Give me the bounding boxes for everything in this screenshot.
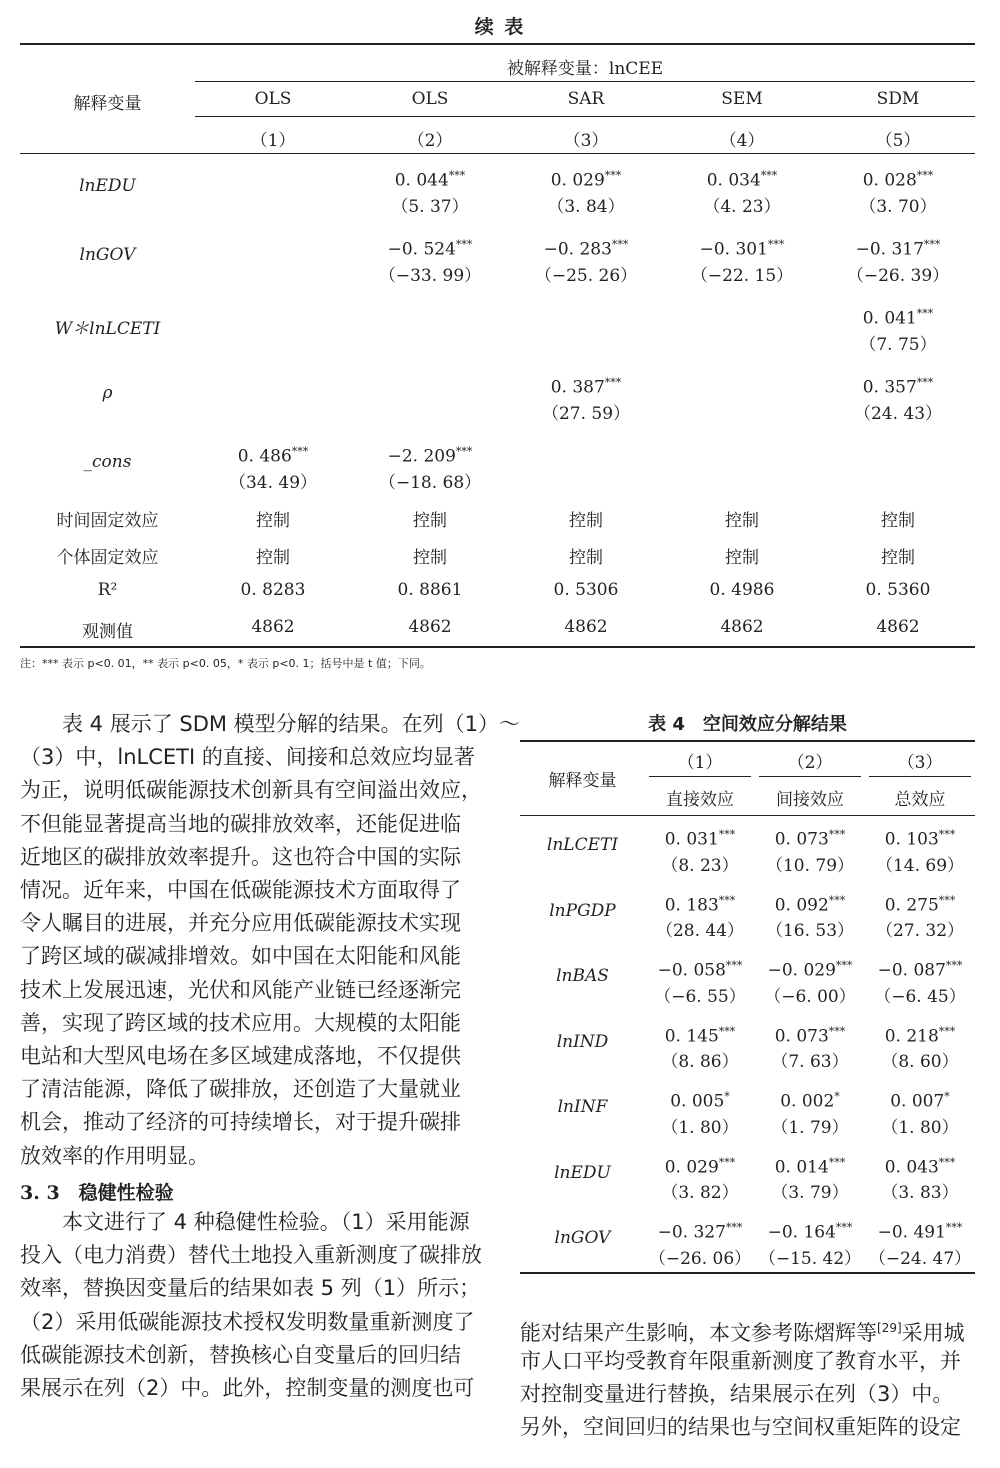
significance-stars: * (724, 1090, 730, 1103)
coefficient (755, 1084, 865, 1115)
text-line: 令人瞩目的进展，并充分应用低碳能源技术实现 (20, 911, 461, 936)
coefficient-value: 0. 145 (664, 1026, 719, 1047)
coefficient (755, 1150, 865, 1181)
table-cell (755, 953, 865, 1010)
text-line: 善，实现了跨区域的技术应用。大规模的太阳能 (20, 1010, 461, 1035)
coefficient (755, 1215, 865, 1246)
text-line: 情况。近年来，中国在低碳能源技术方面取得了 (20, 878, 461, 902)
significance-stars: *** (828, 828, 846, 841)
significance-stars: * (834, 1090, 840, 1103)
t-value: （27. 59） (541, 403, 631, 424)
top-rule (520, 740, 975, 742)
observations-row-value: 4862 (251, 617, 295, 637)
t-value: （−6. 00） (764, 986, 856, 1007)
t-value: （4. 23） (703, 196, 781, 217)
coefficient-value: 0. 044 (394, 170, 449, 191)
coefficient (352, 232, 508, 263)
table-cell (645, 1215, 755, 1272)
coefficient-value: 0. 092 (774, 895, 829, 916)
significance-stars: *** (938, 1024, 956, 1038)
bottom-rule (520, 1272, 975, 1274)
significance-stars: *** (455, 445, 473, 458)
t-value: （−6. 45） (874, 986, 966, 1007)
coefficient (755, 1019, 865, 1050)
column-number: （3） (897, 753, 943, 773)
t-value: （3. 79） (771, 1183, 849, 1204)
individual-fixed-effect-row-value: 控制 (725, 548, 759, 568)
column-number: （2） (787, 753, 833, 773)
individual-fixed-effect-row-value: 控制 (569, 548, 603, 568)
table-cell (508, 232, 664, 289)
coefficient (508, 232, 664, 263)
coefficient-value: 0. 357 (862, 377, 917, 398)
table-cell (645, 1084, 755, 1141)
column-rule (759, 776, 861, 777)
table-title: 表 4 空间效应分解结果 (648, 714, 847, 735)
r-squared-row-value: 0. 8861 (397, 580, 463, 600)
significance-stars: *** (938, 893, 956, 907)
t-value: （3. 82） (661, 1183, 739, 1204)
variable-name: lnBAS (556, 966, 609, 986)
coefficient-value: 0. 387 (550, 377, 605, 398)
significance-stars: *** (725, 1221, 743, 1234)
model-name: SEM (721, 89, 763, 109)
significance-stars: *** (611, 238, 629, 251)
section-heading: 3. 3 稳健性检验 (20, 1181, 174, 1204)
text-line: 技术上发展迅速，光伏和风能产业链已经逐渐完 (20, 977, 461, 1002)
observations-row-value: 4862 (876, 617, 920, 637)
significance-stars: *** (604, 376, 622, 389)
table-cell (508, 163, 664, 220)
table-cell (865, 888, 975, 945)
t-value: （28. 44） (655, 921, 745, 942)
column-number: （1） (677, 753, 723, 773)
variable-name: lnGOV (554, 1228, 611, 1248)
coefficient-value: 0. 486 (237, 446, 292, 467)
text-line: 果展示在列（2）中。此外，控制变量的测度也可 (20, 1376, 475, 1400)
t-value: （−6. 55） (654, 986, 746, 1007)
coefficient-value: 0. 029 (550, 170, 605, 191)
coefficient (755, 822, 865, 853)
coefficient (865, 1084, 975, 1115)
coefficient (865, 1150, 975, 1181)
time-fixed-effect-row-value: 控制 (256, 511, 290, 531)
significance-stars: *** (835, 1221, 853, 1234)
t-value: （1. 80） (881, 1117, 959, 1138)
variable-name: lnIND (556, 1031, 609, 1052)
variable-name: lnGOV (79, 245, 136, 265)
coefficient-value: −2. 209 (387, 446, 456, 467)
table-cell (352, 232, 508, 289)
explanatory-variable-header: 解释变量 (548, 771, 617, 791)
t-value: （−25. 26） (534, 265, 638, 286)
significance-stars: *** (938, 1155, 956, 1169)
t-value: （8. 23） (661, 855, 739, 876)
significance-stars: *** (718, 1155, 736, 1169)
table-cell (865, 1215, 975, 1272)
t-value: （−33. 99） (378, 265, 482, 286)
coefficient (755, 953, 865, 984)
t-value: （8. 86） (661, 1052, 739, 1073)
t-value: （−26. 06） (648, 1248, 752, 1269)
significance-stars: *** (718, 1024, 736, 1038)
coefficient-value: 0. 275 (884, 895, 939, 916)
individual-fixed-effect-row-label: 个体固定效应 (56, 548, 159, 568)
table-cell (865, 1150, 975, 1207)
individual-fixed-effect-row-value: 控制 (881, 548, 915, 568)
model-name: OLS (254, 89, 292, 109)
coefficient (820, 370, 976, 401)
significance-stars: *** (828, 1024, 846, 1038)
t-value: （5. 37） (391, 196, 469, 217)
t-value: （−18. 68） (378, 472, 482, 493)
significance-stars: *** (604, 169, 622, 182)
text-line: 市人口平均受教育年限重新测度了教育水平，并 (520, 1349, 961, 1373)
coefficient-value: 0. 034 (706, 170, 761, 191)
table-note: 注：*** 表示 p<0. 01，** 表示 p<0. 05，* 表示 p<0. 1；括号中是 t 值；下同。 (20, 657, 431, 670)
variable-name: lnINF (557, 1097, 608, 1117)
coefficient (645, 1084, 755, 1115)
significance-stars: *** (760, 169, 778, 182)
model-rule (195, 116, 975, 117)
individual-fixed-effect-row-value: 控制 (256, 548, 290, 568)
t-value: （−22. 15） (690, 265, 794, 286)
table-cell (820, 370, 976, 427)
text-line: 放效率的作用明显。 (20, 1143, 209, 1168)
observations-row-value: 4862 (408, 617, 452, 637)
coefficient (352, 163, 508, 194)
significance-stars: *** (828, 1155, 846, 1169)
coefficient (865, 1215, 975, 1246)
table-cell (195, 439, 351, 496)
significance-stars: *** (945, 1221, 963, 1234)
text-line: 不但能显著提高当地的碳排放效率，还能促进临 (20, 811, 461, 836)
text-line: （3）中，lnLCETI 的直接、间接和总效应均显著 (20, 745, 475, 770)
coefficient (195, 439, 351, 470)
t-value: （3. 70） (859, 196, 937, 217)
effect-label: 直接效应 (666, 790, 734, 810)
observations-row-value: 4862 (564, 617, 608, 637)
individual-fixed-effect-row-value: 控制 (413, 548, 447, 568)
model-name: SAR (567, 89, 605, 109)
coefficient-value: −0. 058 (657, 960, 726, 981)
significance-stars: *** (767, 238, 785, 251)
significance-stars: *** (945, 959, 963, 972)
coefficient (865, 953, 975, 984)
coefficient (645, 953, 755, 984)
table-cell (645, 822, 755, 879)
coefficient-value: −0. 301 (699, 239, 768, 260)
t-value: （1. 80） (661, 1117, 739, 1138)
t-value: （8. 60） (881, 1052, 959, 1073)
coefficient-value: −0. 491 (877, 1222, 946, 1243)
table-cell (664, 163, 820, 220)
observations-row-label: 观测值 (82, 622, 133, 642)
table-cell (645, 1019, 755, 1076)
table-cell (645, 1150, 755, 1207)
column-number: （4） (719, 131, 765, 151)
t-value: （14. 69） (875, 855, 965, 876)
t-value: （16. 53） (765, 921, 855, 942)
t-value: （27. 32） (875, 921, 965, 942)
coefficient (645, 888, 755, 919)
text-line: 能对结果产生影响，本文参考陈熠辉等[29]采用城 (520, 1321, 965, 1345)
text-line: 对控制变量进行替换，结果展示在列（3）中。 (520, 1382, 954, 1407)
column-number: （5） (875, 131, 921, 151)
explanatory-variable-header: 解释变量 (73, 94, 142, 114)
coefficient-value: −0. 164 (767, 1222, 836, 1243)
text-line: 效率，替换因变量后的结果如表 5 列（1）所示； (20, 1276, 481, 1301)
coefficient (645, 822, 755, 853)
coefficient (755, 888, 865, 919)
coefficient-value: −0. 087 (877, 960, 946, 981)
table-cell (508, 370, 664, 427)
table-cell (755, 1150, 865, 1207)
header-bottom-rule (20, 153, 975, 154)
table-title: 续 表 (474, 16, 526, 38)
significance-stars: * (944, 1090, 950, 1103)
variable-name: lnPGDP (549, 900, 616, 921)
observations-row-value: 4862 (720, 617, 764, 637)
time-fixed-effect-row-value: 控制 (569, 511, 603, 531)
coefficient (645, 1019, 755, 1050)
table-cell (755, 888, 865, 945)
significance-stars: *** (718, 893, 736, 907)
t-value: （1. 79） (771, 1117, 849, 1138)
variable-name: lnLCETI (546, 835, 619, 855)
column-number: （3） (563, 131, 609, 151)
coefficient-value: 0. 073 (774, 1026, 829, 1047)
coefficient (865, 822, 975, 853)
effect-label: 总效应 (894, 790, 946, 810)
coefficient-value: 0. 029 (664, 1157, 719, 1178)
significance-stars: *** (916, 169, 934, 182)
significance-stars: *** (916, 376, 934, 389)
coefficient-value: 0. 103 (884, 829, 939, 850)
text-line: 机会，推动了经济的可持续增长，对于提升碳排 (20, 1110, 461, 1135)
bottom-rule (20, 646, 975, 648)
t-value: （7. 75） (859, 334, 937, 355)
t-value: （3. 83） (881, 1183, 959, 1204)
coefficient (645, 1215, 755, 1246)
coefficient-value: −0. 317 (855, 239, 924, 260)
coefficient-value: 0. 183 (664, 895, 719, 916)
table-cell (664, 232, 820, 289)
coefficient (865, 1019, 975, 1050)
citation: [29] (877, 1321, 902, 1335)
significance-stars: *** (938, 828, 956, 841)
text-line: 了跨区域的碳减排增效。如中国在太阳能和风能 (20, 944, 461, 969)
coefficient-value: 0. 007 (890, 1091, 945, 1112)
coefficient (664, 163, 820, 194)
time-fixed-effect-row-label: 时间固定效应 (56, 511, 159, 531)
significance-stars: *** (835, 959, 853, 972)
variable-name: ρ (102, 383, 113, 403)
r-squared-row-value: 0. 8283 (240, 580, 306, 600)
table-cell (755, 1215, 865, 1272)
t-value: （24. 43） (853, 403, 943, 424)
column-rule (869, 776, 971, 777)
significance-stars: *** (916, 307, 934, 320)
header-rule (195, 81, 975, 82)
coefficient (820, 163, 976, 194)
t-value: （−24. 47） (868, 1248, 972, 1269)
coefficient-value: 0. 031 (664, 829, 719, 850)
table-cell (755, 822, 865, 879)
significance-stars: *** (725, 959, 743, 972)
table-cell (352, 163, 508, 220)
top-rule (20, 43, 975, 45)
r-squared-row-value: 0. 5360 (865, 580, 931, 600)
coefficient-value: 0. 005 (670, 1091, 725, 1112)
r-squared-row-value: 0. 5306 (553, 580, 619, 600)
coefficient (865, 888, 975, 919)
significance-stars: *** (923, 238, 941, 251)
coefficient-value: 0. 002 (780, 1091, 835, 1112)
text-line: 表 4 展示了 SDM 模型分解的结果。在列（1）～ (20, 712, 521, 736)
time-fixed-effect-row-value: 控制 (725, 511, 759, 531)
table-cell (865, 953, 975, 1010)
time-fixed-effect-row-value: 控制 (881, 511, 915, 531)
coefficient-value: −0. 524 (387, 239, 456, 260)
coefficient (508, 163, 664, 194)
coefficient-value: 0. 028 (862, 170, 917, 191)
coefficient-value: −0. 029 (767, 960, 836, 981)
significance-stars: *** (448, 169, 466, 182)
significance-stars: *** (291, 445, 309, 458)
r-squared-row-value: 0. 4986 (709, 580, 775, 600)
table-cell (865, 1084, 975, 1141)
variable-name: W＊lnLCETI (54, 319, 161, 339)
text-line: 另外，空间回归的结果也与空间权重矩阵的设定 (520, 1415, 961, 1440)
table-cell (820, 232, 976, 289)
coefficient-value: −0. 327 (657, 1222, 726, 1243)
variable-name: lnEDU (79, 176, 136, 196)
coefficient (645, 1150, 755, 1181)
table-cell (645, 888, 755, 945)
significance-stars: *** (718, 828, 736, 841)
t-value: （3. 84） (547, 196, 625, 217)
table-cell (865, 1019, 975, 1076)
column-number: （2） (407, 131, 453, 151)
significance-stars: *** (828, 893, 846, 907)
t-value: （34. 49） (228, 472, 318, 493)
t-value: （−26. 39） (846, 265, 950, 286)
effect-label: 间接效应 (776, 790, 844, 810)
t-value: （10. 79） (765, 855, 855, 876)
dependent-variable-label: 被解释变量：lnCEE (506, 59, 664, 79)
table-cell (820, 163, 976, 220)
coefficient-value: 0. 073 (774, 829, 829, 850)
text-line: 电站和大型风电场在多区域建成落地，不仅提供 (20, 1044, 461, 1068)
coefficient-value: 0. 014 (774, 1157, 829, 1178)
coefficient-value: 0. 041 (862, 308, 917, 329)
header-bottom-rule (520, 815, 975, 816)
table-cell (755, 1019, 865, 1076)
table-cell (755, 1084, 865, 1141)
table-cell (352, 439, 508, 496)
coefficient-value: 0. 218 (884, 1026, 939, 1047)
model-name: SDM (876, 89, 920, 109)
column-number: （1） (250, 131, 296, 151)
t-value: （7. 63） (771, 1052, 849, 1073)
coefficient-value: −0. 283 (543, 239, 612, 260)
t-value: （−15. 42） (758, 1248, 862, 1269)
table-cell (820, 301, 976, 358)
coefficient (820, 301, 976, 332)
coefficient (820, 232, 976, 263)
text-line: 投入（电力消费）替代土地投入重新测度了碳排放 (20, 1243, 482, 1268)
text-line: 了清洁能源，降低了碳排放，还创造了大量就业 (20, 1077, 461, 1102)
coefficient (352, 439, 508, 470)
text-line: 本文进行了 4 种稳健性检验。（1）采用能源 (20, 1210, 470, 1234)
significance-stars: *** (455, 238, 473, 251)
text-line: （2）采用低碳能源技术授权发明数量重新测度了 (20, 1309, 475, 1334)
coefficient (508, 370, 664, 401)
coefficient-value: 0. 043 (884, 1157, 939, 1178)
text-line: 低碳能源技术创新，替换核心自变量后的回归结 (20, 1342, 461, 1367)
column-rule (649, 776, 751, 777)
variable-name: _cons (83, 452, 132, 472)
text-line: 为正，说明低碳能源技术创新具有空间溢出效应， (20, 778, 482, 803)
model-name: OLS (411, 89, 449, 109)
text-line: 近地区的碳排放效率提升。这也符合中国的实际 (20, 844, 461, 869)
table-cell (865, 822, 975, 879)
time-fixed-effect-row-value: 控制 (413, 511, 447, 531)
r-squared-row-label: R² (97, 580, 118, 600)
coefficient (664, 232, 820, 263)
table-cell (645, 953, 755, 1010)
variable-name: lnEDU (554, 1162, 611, 1183)
